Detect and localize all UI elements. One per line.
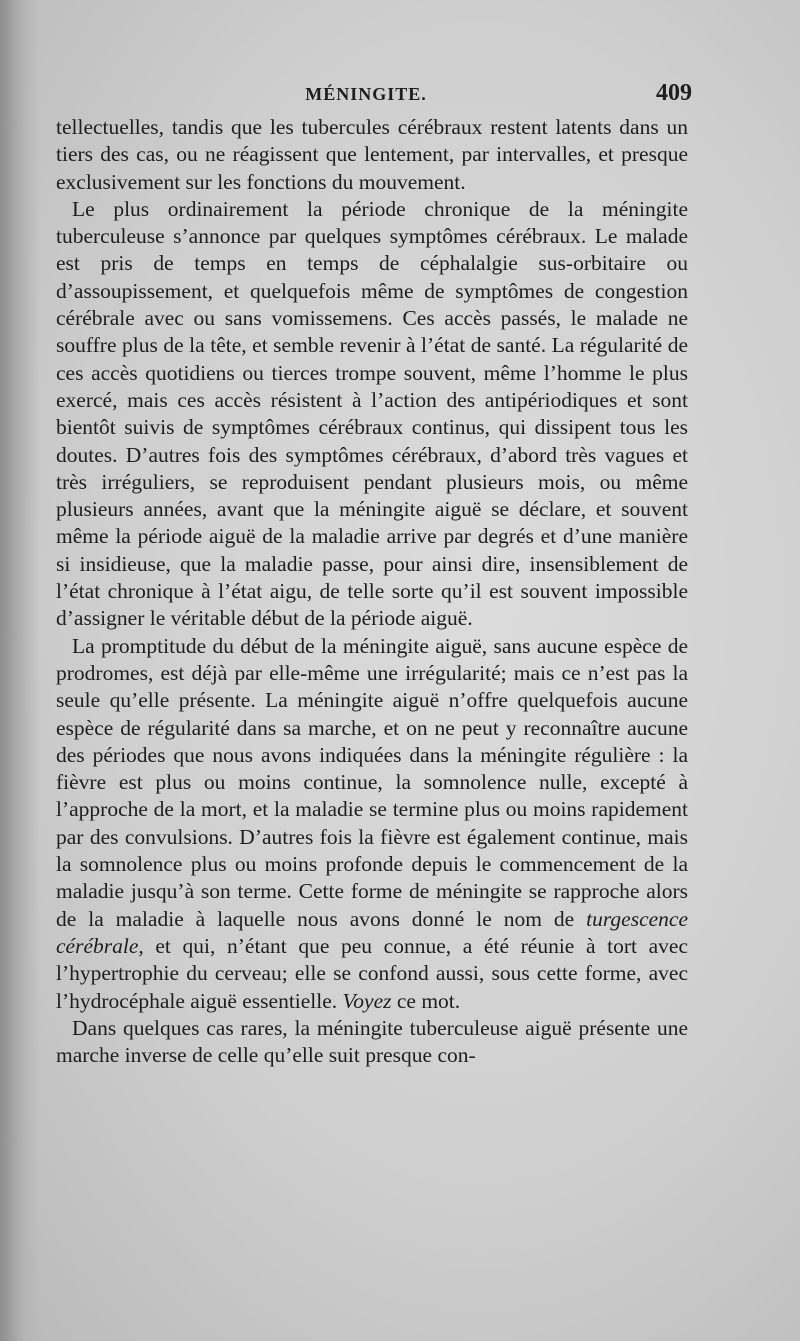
paragraph-4: Dans quelques cas rares, la méningite tuberculeuse aiguë présente une marche inverse de celle qu’elle suit presque con- — [56, 1015, 688, 1068]
paragraph-2: Le plus ordinairement la période chronique de la méningite tuberculeuse s’annonce par quelques symptômes cérébraux. Le malade est pris de temps en temps de céphalalgie sus-orbitaire ou d’assoupissement, et quelquefois même de symptômes de congestion cérébrale avec ou sans vomissemens. Ces accès passés, le malade ne souffre plus de la tête, et semble revenir à l’état de santé. La régularité de ces accès quotidiens ou tierces trompe souvent, même l’homme le plus exercé, mais ces accès résistent à l’action des antipériodiques et sont bientôt suivis de symptômes cérébraux continus, qui dissipent tous les doutes. D’autres fois des symptômes cérébraux, d’abord très vagues et très irréguliers, se reproduisent pendant plusieurs mois, ou même plusieurs années, avant que la méningite aiguë se déclare, et souvent même la période aiguë de la maladie arrive par degrés et d’une manière si insidieuse, que la maladie passe, pour ainsi dire, insensiblement de l’état chronique à l’état aigu, de telle sorte qu’il est souvent impossible d’assigner le véritable début de la période aiguë. — [56, 196, 688, 631]
running-title: MÉNINGITE. — [305, 84, 427, 104]
paragraph-1: tellectuelles, tandis que les tubercules cérébraux restent latents dans un tiers des cas, ou ne réagissent que lentement, par intervalles, et presque exclusivement sur les fonctions du mouvement. — [56, 115, 688, 194]
paragraph-3-text: La promptitude du début de la méningite aiguë, sans aucune espèce de prodromes, est déjà par elle-même une irrégularité; mais ce n’est pas la seule qu’elle présente. La méningite aiguë n’offre quelquefois aucune espèce de régularité dans sa marche, et on ne peut y reconnaître aucune des périodes que nous avons indiquées dans la méningite régulière : la fièvre est plus ou moins continue, la somnolence nulle, excepté à l’approche de la mort, et la maladie se termine plus ou moins rapidement par des convulsions. D’autres fois la fièvre est également continue, mais la somnolence plus ou moins profonde depuis le commencement de la maladie jusqu’à son terme. Cette forme de méningite se rapproche alors de la maladie à laquelle nous avons donné le nom de — [56, 633, 688, 931]
paragraph-3-end: ce mot. — [391, 988, 461, 1013]
term-turgescence-cerebrale: turgescence cérébrale — [56, 906, 688, 958]
paragraph-3-text-cont: , et qui, n’étant que peu connue, a été réunie à tort avec l’hypertrophie du cerveau; elle se confond aussi, sous cette forme, avec l’hydrocéphale aiguë essentielle. — [56, 933, 688, 1013]
body-text — [56, 114, 688, 1069]
page-number: 409 — [656, 80, 692, 106]
see-reference: Voyez — [342, 988, 392, 1013]
page-gutter-shadow — [0, 0, 40, 1341]
paragraph-3 — [56, 633, 688, 1015]
